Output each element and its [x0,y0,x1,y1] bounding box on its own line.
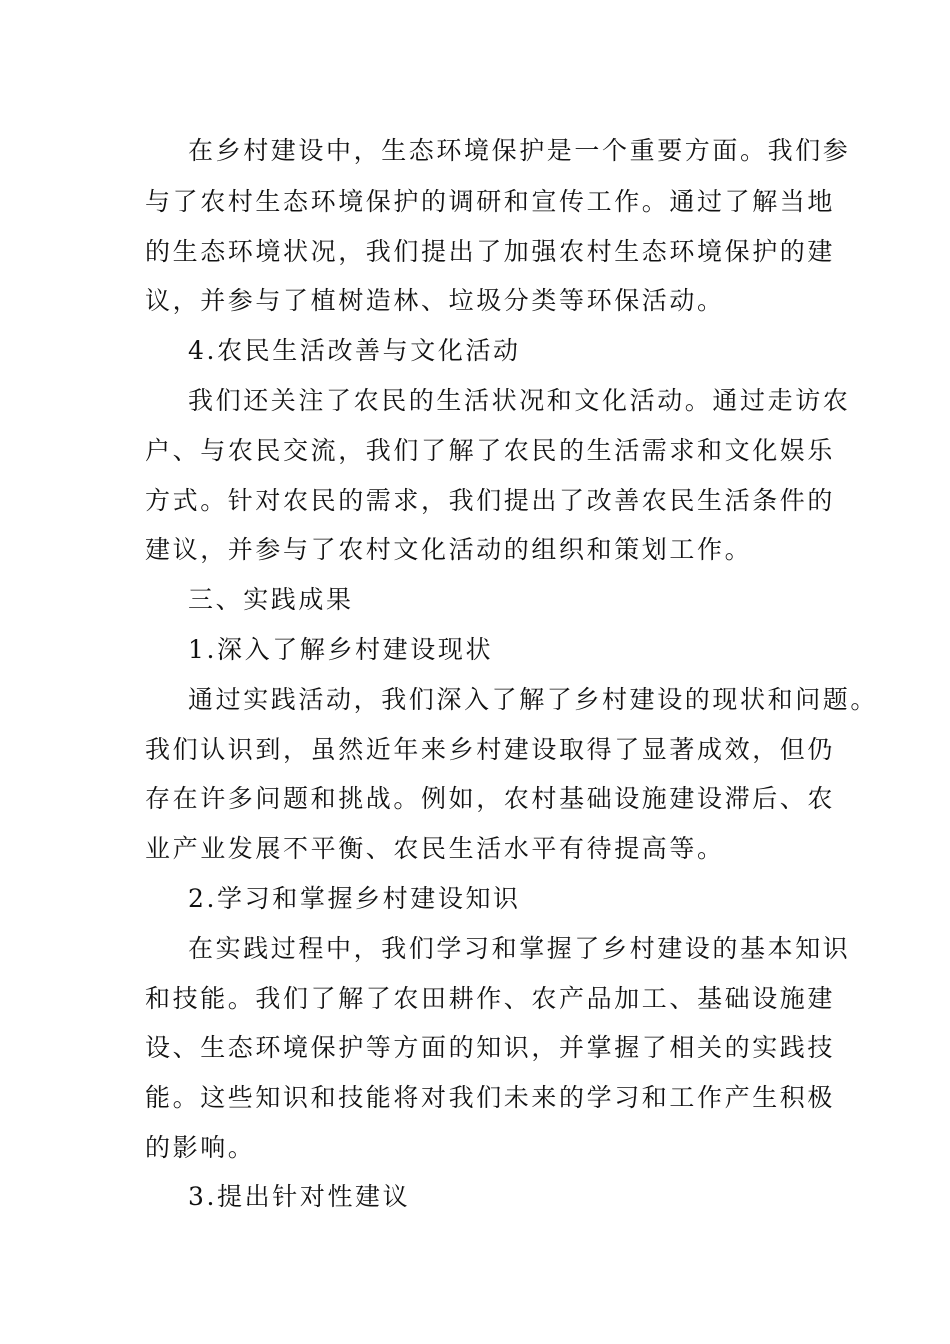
paragraph-status-line-3: 存在许多问题和挑战。例如，农村基础设施建设滞后、农 [145,784,836,813]
section-heading-results: 三、实践成果 [188,585,354,614]
paragraph-knowledge-line-3: 设、生态环境保护等方面的知识，并掌握了相关的实践技 [145,1033,836,1062]
paragraph-eco-line-4: 议，并参与了植树造林、垃圾分类等环保活动。 [145,286,725,315]
paragraph-farmer-line-3: 方式。针对农民的需求，我们提出了改善农民生活条件的 [145,486,836,515]
paragraph-status-line-1: 通过实践活动，我们深入了解了乡村建设的现状和问题。 [188,685,879,714]
heading-learn-knowledge: 2.学习和掌握乡村建设知识 [188,884,521,913]
paragraph-status-line-4: 业产业发展不平衡、农民生活水平有待提高等。 [145,834,725,863]
paragraph-farmer-line-1: 我们还关注了农民的生活状况和文化活动。通过走访农 [188,386,851,415]
heading-farmer-life: 4.农民生活改善与文化活动 [188,336,521,365]
paragraph-knowledge-line-1: 在实践过程中，我们学习和掌握了乡村建设的基本知识 [188,934,851,963]
paragraph-knowledge-line-2: 和技能。我们了解了农田耕作、农产品加工、基础设施建 [145,984,836,1013]
heading-understand-status: 1.深入了解乡村建设现状 [188,635,494,664]
paragraph-eco-line-1: 在乡村建设中，生态环境保护是一个重要方面。我们参 [188,136,851,165]
paragraph-knowledge-line-4: 能。这些知识和技能将对我们未来的学习和工作产生积极 [145,1083,836,1112]
paragraph-eco-line-2: 与了农村生态环境保护的调研和宣传工作。通过了解当地 [145,187,836,216]
paragraph-farmer-line-4: 建议，并参与了农村文化活动的组织和策划工作。 [145,535,753,564]
paragraph-farmer-line-2: 户、与农民交流，我们了解了农民的生活需求和文化娱乐 [145,436,836,465]
paragraph-knowledge-line-5: 的影响。 [145,1133,256,1162]
paragraph-status-line-2: 我们认识到，虽然近年来乡村建设取得了显著成效，但仍 [145,735,836,764]
heading-suggestions: 3.提出针对性建议 [188,1182,411,1211]
paragraph-eco-line-3: 的生态环境状况，我们提出了加强农村生态环境保护的建 [145,237,836,266]
